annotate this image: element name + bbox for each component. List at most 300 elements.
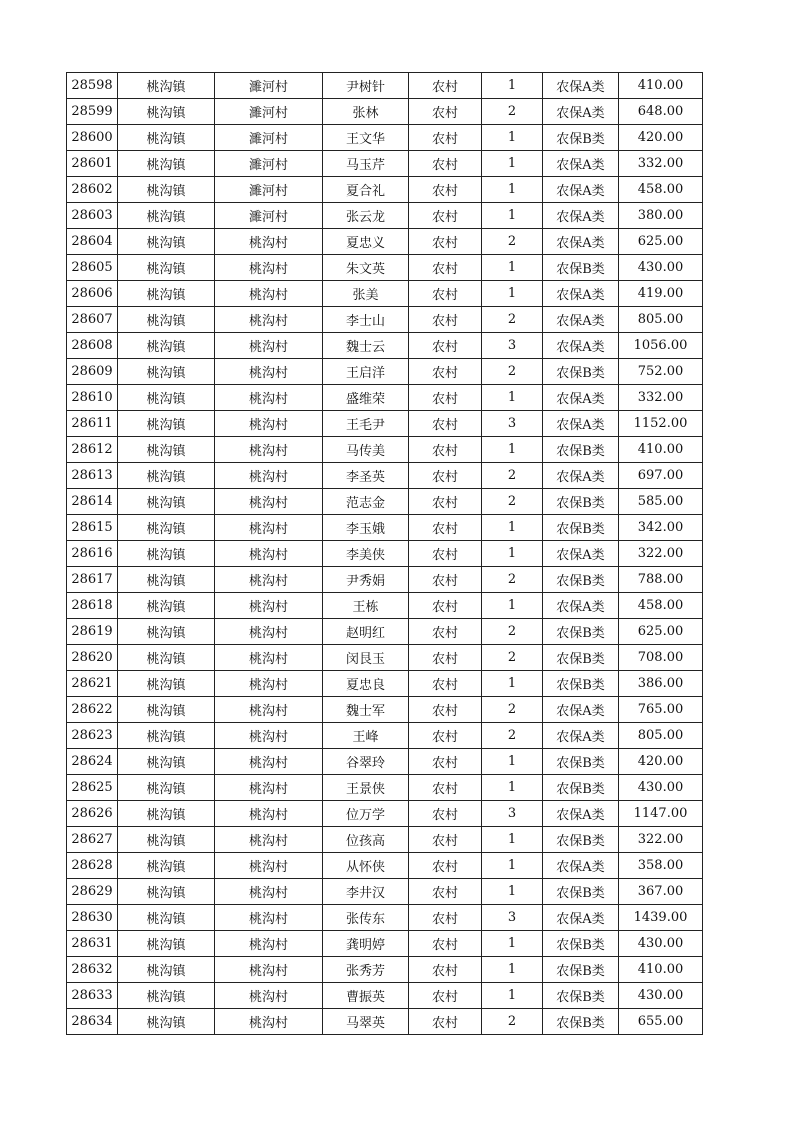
cell-town: 桃沟镇 [118,879,215,905]
cell-type: 农村 [409,515,482,541]
table-row [67,749,703,775]
cell-amount: 410.00 [619,73,703,99]
cell-town: 桃沟镇 [118,1009,215,1035]
cell-amount: 625.00 [619,619,703,645]
cell-category: 农保B类 [543,957,619,983]
cell-type: 农村 [409,983,482,1009]
table-row [67,567,703,593]
cell-category: 农保B类 [543,749,619,775]
cell-village: 桃沟村 [215,723,323,749]
cell-count: 1 [482,827,543,853]
cell-type: 农村 [409,333,482,359]
cell-id: 28628 [67,853,118,879]
cell-town: 桃沟镇 [118,775,215,801]
cell-village: 桃沟村 [215,359,323,385]
cell-town: 桃沟镇 [118,359,215,385]
cell-type: 农村 [409,671,482,697]
cell-amount: 430.00 [619,931,703,957]
cell-amount: 585.00 [619,489,703,515]
table-row [67,1009,703,1035]
cell-town: 桃沟镇 [118,255,215,281]
cell-id: 28621 [67,671,118,697]
cell-amount: 430.00 [619,775,703,801]
cell-id: 28631 [67,931,118,957]
table-row [67,931,703,957]
cell-category: 农保B类 [543,359,619,385]
cell-type: 农村 [409,957,482,983]
cell-village: 濉河村 [215,99,323,125]
cell-count: 2 [482,99,543,125]
cell-id: 28601 [67,151,118,177]
cell-village: 桃沟村 [215,333,323,359]
cell-name: 尹秀娟 [323,567,409,593]
cell-type: 农村 [409,749,482,775]
cell-type: 农村 [409,853,482,879]
cell-amount: 430.00 [619,255,703,281]
table-row [67,593,703,619]
cell-name: 马翠英 [323,1009,409,1035]
table-row [67,801,703,827]
cell-town: 桃沟镇 [118,853,215,879]
cell-id: 28613 [67,463,118,489]
cell-town: 桃沟镇 [118,515,215,541]
cell-name: 闵艮玉 [323,645,409,671]
cell-count: 1 [482,73,543,99]
cell-village: 桃沟村 [215,879,323,905]
cell-village: 桃沟村 [215,905,323,931]
cell-town: 桃沟镇 [118,177,215,203]
cell-type: 农村 [409,229,482,255]
cell-category: 农保A类 [543,385,619,411]
records-table-body [67,73,703,1035]
cell-count: 1 [482,151,543,177]
cell-count: 1 [482,749,543,775]
table-row [67,827,703,853]
cell-village: 桃沟村 [215,671,323,697]
cell-amount: 410.00 [619,957,703,983]
cell-category: 农保A类 [543,203,619,229]
table-row [67,983,703,1009]
cell-type: 农村 [409,359,482,385]
cell-town: 桃沟镇 [118,645,215,671]
cell-name: 夏忠良 [323,671,409,697]
cell-type: 农村 [409,125,482,151]
cell-type: 农村 [409,541,482,567]
table-row [67,723,703,749]
cell-village: 桃沟村 [215,307,323,333]
cell-town: 桃沟镇 [118,801,215,827]
cell-village: 濉河村 [215,73,323,99]
cell-category: 农保A类 [543,281,619,307]
cell-town: 桃沟镇 [118,619,215,645]
table-row [67,99,703,125]
cell-amount: 805.00 [619,307,703,333]
cell-count: 1 [482,177,543,203]
cell-village: 濉河村 [215,151,323,177]
cell-id: 28602 [67,177,118,203]
cell-name: 龚明婷 [323,931,409,957]
cell-name: 盛维荣 [323,385,409,411]
cell-type: 农村 [409,463,482,489]
cell-amount: 380.00 [619,203,703,229]
cell-village: 桃沟村 [215,281,323,307]
cell-category: 农保A类 [543,73,619,99]
cell-town: 桃沟镇 [118,905,215,931]
cell-name: 范志金 [323,489,409,515]
cell-town: 桃沟镇 [118,827,215,853]
cell-category: 农保B类 [543,437,619,463]
cell-category: 农保A类 [543,333,619,359]
table-row [67,853,703,879]
cell-amount: 420.00 [619,749,703,775]
cell-name: 夏合礼 [323,177,409,203]
cell-amount: 458.00 [619,593,703,619]
cell-amount: 655.00 [619,1009,703,1035]
cell-town: 桃沟镇 [118,307,215,333]
cell-type: 农村 [409,203,482,229]
cell-category: 农保B类 [543,645,619,671]
cell-town: 桃沟镇 [118,99,215,125]
cell-count: 1 [482,853,543,879]
table-row [67,671,703,697]
cell-category: 农保A类 [543,853,619,879]
cell-name: 曹振英 [323,983,409,1009]
cell-id: 28614 [67,489,118,515]
cell-category: 农保A类 [543,541,619,567]
cell-id: 28619 [67,619,118,645]
cell-id: 28620 [67,645,118,671]
cell-id: 28624 [67,749,118,775]
cell-village: 桃沟村 [215,385,323,411]
cell-category: 农保B类 [543,489,619,515]
cell-village: 桃沟村 [215,853,323,879]
cell-amount: 367.00 [619,879,703,905]
cell-count: 2 [482,567,543,593]
cell-category: 农保B类 [543,125,619,151]
table-row [67,541,703,567]
cell-type: 农村 [409,151,482,177]
cell-village: 桃沟村 [215,541,323,567]
cell-category: 农保B类 [543,567,619,593]
cell-village: 桃沟村 [215,463,323,489]
cell-id: 28622 [67,697,118,723]
cell-type: 农村 [409,723,482,749]
cell-name: 王栋 [323,593,409,619]
cell-town: 桃沟镇 [118,931,215,957]
cell-name: 张云龙 [323,203,409,229]
cell-category: 农保A类 [543,411,619,437]
cell-amount: 1147.00 [619,801,703,827]
table-row [67,281,703,307]
cell-name: 张林 [323,99,409,125]
table-row [67,73,703,99]
cell-amount: 420.00 [619,125,703,151]
cell-type: 农村 [409,437,482,463]
cell-category: 农保A类 [543,697,619,723]
cell-category: 农保A类 [543,177,619,203]
cell-category: 农保B类 [543,983,619,1009]
cell-count: 3 [482,905,543,931]
cell-amount: 358.00 [619,853,703,879]
cell-village: 桃沟村 [215,229,323,255]
cell-name: 张传东 [323,905,409,931]
cell-category: 农保A类 [543,801,619,827]
cell-count: 2 [482,697,543,723]
cell-count: 2 [482,489,543,515]
cell-name: 魏士军 [323,697,409,723]
cell-town: 桃沟镇 [118,567,215,593]
table-row [67,307,703,333]
cell-category: 农保B类 [543,879,619,905]
cell-count: 1 [482,437,543,463]
cell-town: 桃沟镇 [118,489,215,515]
cell-amount: 697.00 [619,463,703,489]
cell-type: 农村 [409,775,482,801]
cell-count: 1 [482,593,543,619]
cell-amount: 648.00 [619,99,703,125]
cell-town: 桃沟镇 [118,333,215,359]
cell-town: 桃沟镇 [118,203,215,229]
cell-village: 桃沟村 [215,749,323,775]
cell-id: 28625 [67,775,118,801]
cell-village: 桃沟村 [215,619,323,645]
cell-name: 尹树针 [323,73,409,99]
cell-category: 农保A类 [543,723,619,749]
cell-id: 28615 [67,515,118,541]
cell-id: 28598 [67,73,118,99]
cell-amount: 1056.00 [619,333,703,359]
cell-count: 2 [482,723,543,749]
cell-count: 1 [482,957,543,983]
cell-type: 农村 [409,697,482,723]
cell-amount: 752.00 [619,359,703,385]
cell-id: 28607 [67,307,118,333]
table-row [67,957,703,983]
cell-amount: 322.00 [619,541,703,567]
cell-town: 桃沟镇 [118,463,215,489]
cell-category: 农保B类 [543,671,619,697]
table-row [67,203,703,229]
cell-village: 桃沟村 [215,515,323,541]
cell-id: 28604 [67,229,118,255]
cell-id: 28632 [67,957,118,983]
cell-category: 农保B类 [543,255,619,281]
cell-town: 桃沟镇 [118,437,215,463]
cell-id: 28626 [67,801,118,827]
cell-id: 28611 [67,411,118,437]
cell-village: 桃沟村 [215,957,323,983]
table-row [67,775,703,801]
cell-village: 桃沟村 [215,827,323,853]
cell-village: 濉河村 [215,203,323,229]
table-row [67,229,703,255]
table-row [67,359,703,385]
cell-id: 28629 [67,879,118,905]
cell-name: 朱文英 [323,255,409,281]
cell-count: 1 [482,125,543,151]
cell-category: 农保B类 [543,827,619,853]
cell-name: 位万学 [323,801,409,827]
cell-count: 1 [482,281,543,307]
cell-id: 28627 [67,827,118,853]
cell-name: 王景侠 [323,775,409,801]
cell-id: 28609 [67,359,118,385]
cell-category: 农保A类 [543,593,619,619]
cell-village: 桃沟村 [215,255,323,281]
cell-id: 28633 [67,983,118,1009]
cell-town: 桃沟镇 [118,749,215,775]
cell-town: 桃沟镇 [118,593,215,619]
cell-category: 农保A类 [543,905,619,931]
cell-name: 张秀芳 [323,957,409,983]
cell-type: 农村 [409,931,482,957]
cell-town: 桃沟镇 [118,671,215,697]
cell-type: 农村 [409,255,482,281]
cell-town: 桃沟镇 [118,385,215,411]
cell-id: 28617 [67,567,118,593]
cell-amount: 765.00 [619,697,703,723]
cell-type: 农村 [409,73,482,99]
table-row [67,411,703,437]
cell-amount: 410.00 [619,437,703,463]
cell-count: 2 [482,645,543,671]
cell-amount: 342.00 [619,515,703,541]
table-row [67,385,703,411]
cell-category: 农保A类 [543,229,619,255]
cell-name: 李士山 [323,307,409,333]
cell-village: 桃沟村 [215,567,323,593]
cell-category: 农保A类 [543,151,619,177]
cell-village: 濉河村 [215,125,323,151]
cell-amount: 625.00 [619,229,703,255]
cell-category: 农保B类 [543,515,619,541]
cell-type: 农村 [409,99,482,125]
cell-id: 28623 [67,723,118,749]
cell-category: 农保A类 [543,99,619,125]
cell-category: 农保B类 [543,931,619,957]
cell-name: 王峰 [323,723,409,749]
table-row [67,619,703,645]
cell-type: 农村 [409,307,482,333]
cell-type: 农村 [409,385,482,411]
cell-name: 魏士云 [323,333,409,359]
cell-name: 王启洋 [323,359,409,385]
cell-name: 马传美 [323,437,409,463]
table-row [67,177,703,203]
cell-amount: 386.00 [619,671,703,697]
cell-type: 农村 [409,879,482,905]
cell-village: 桃沟村 [215,697,323,723]
cell-amount: 788.00 [619,567,703,593]
table-row [67,645,703,671]
cell-count: 1 [482,775,543,801]
cell-count: 1 [482,541,543,567]
cell-amount: 1152.00 [619,411,703,437]
cell-amount: 1439.00 [619,905,703,931]
cell-type: 农村 [409,827,482,853]
cell-amount: 419.00 [619,281,703,307]
table-row [67,697,703,723]
cell-count: 1 [482,203,543,229]
cell-count: 2 [482,619,543,645]
cell-type: 农村 [409,177,482,203]
cell-count: 2 [482,359,543,385]
cell-id: 28616 [67,541,118,567]
cell-amount: 430.00 [619,983,703,1009]
cell-id: 28634 [67,1009,118,1035]
cell-name: 从怀侠 [323,853,409,879]
cell-id: 28603 [67,203,118,229]
cell-name: 张美 [323,281,409,307]
cell-type: 农村 [409,905,482,931]
cell-count: 3 [482,333,543,359]
cell-id: 28608 [67,333,118,359]
cell-type: 农村 [409,1009,482,1035]
cell-type: 农村 [409,801,482,827]
cell-category: 农保A类 [543,463,619,489]
cell-count: 3 [482,411,543,437]
cell-type: 农村 [409,489,482,515]
cell-count: 2 [482,307,543,333]
cell-amount: 708.00 [619,645,703,671]
cell-category: 农保A类 [543,307,619,333]
cell-type: 农村 [409,411,482,437]
cell-village: 桃沟村 [215,801,323,827]
cell-type: 农村 [409,593,482,619]
cell-count: 2 [482,463,543,489]
table-row [67,151,703,177]
cell-name: 李玉娥 [323,515,409,541]
cell-town: 桃沟镇 [118,957,215,983]
cell-category: 农保B类 [543,775,619,801]
cell-village: 桃沟村 [215,931,323,957]
cell-amount: 332.00 [619,385,703,411]
cell-amount: 458.00 [619,177,703,203]
cell-name: 王毛尹 [323,411,409,437]
cell-village: 桃沟村 [215,1009,323,1035]
cell-town: 桃沟镇 [118,723,215,749]
cell-count: 1 [482,515,543,541]
cell-village: 桃沟村 [215,411,323,437]
cell-name: 王文华 [323,125,409,151]
table-row [67,879,703,905]
cell-village: 桃沟村 [215,593,323,619]
cell-name: 李美侠 [323,541,409,567]
table-row [67,905,703,931]
cell-category: 农保B类 [543,1009,619,1035]
cell-town: 桃沟镇 [118,151,215,177]
cell-town: 桃沟镇 [118,73,215,99]
cell-name: 李圣英 [323,463,409,489]
cell-type: 农村 [409,645,482,671]
table-row [67,333,703,359]
table-row [67,437,703,463]
cell-id: 28600 [67,125,118,151]
cell-amount: 805.00 [619,723,703,749]
table-row [67,489,703,515]
cell-town: 桃沟镇 [118,125,215,151]
records-table [66,72,703,1035]
cell-count: 2 [482,229,543,255]
cell-id: 28610 [67,385,118,411]
cell-village: 桃沟村 [215,489,323,515]
cell-count: 1 [482,385,543,411]
cell-village: 桃沟村 [215,775,323,801]
cell-category: 农保B类 [543,619,619,645]
cell-name: 位孩高 [323,827,409,853]
table-row [67,125,703,151]
cell-type: 农村 [409,619,482,645]
